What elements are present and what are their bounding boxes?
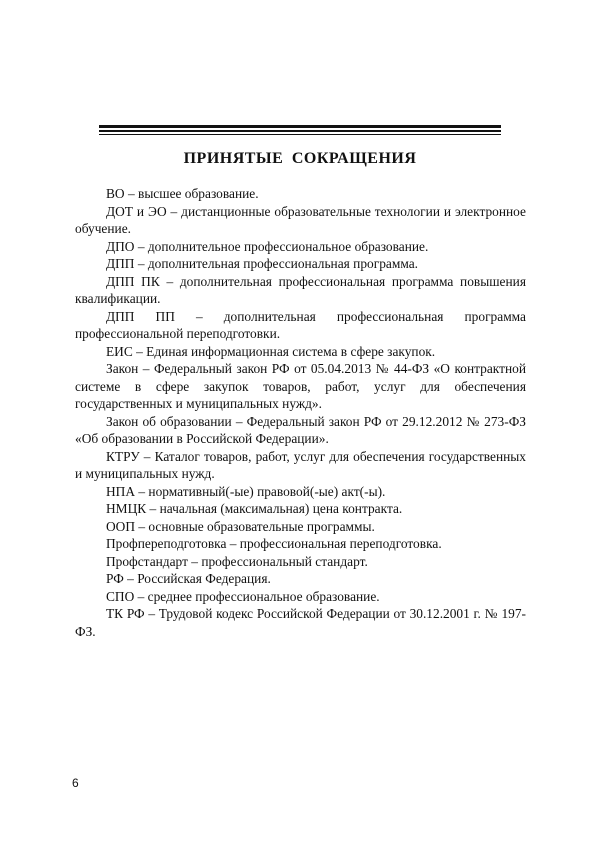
list-item: ТК РФ – Трудовой кодекс Российской Федерации от 30.12.2001 г. № 197-ФЗ. [75,606,526,639]
list-item: Закон об образовании – Федеральный закон РФ от 29.12.2012 № 273-ФЗ «Об образовании в Российской Федерации». [75,413,526,446]
header-rule-thick [99,125,501,128]
list-item: НМЦК – начальная (максимальная) цена контракта. [106,501,403,516]
list-item: Закон – Федеральный закон РФ от 05.04.2013 № 44-ФЗ «О контрактной системе в сфере закупок товаров, работ, услуг для обеспечения государственных и муниципальных нужд». [75,361,526,411]
list-item: РФ – Российская Федерация. [106,571,271,586]
list-item: ВО – высшее образование. [106,186,259,201]
list-item: ДПО – дополнительное профессиональное образование. [106,238,429,254]
list-item: КТРУ – Каталог товаров, работ, услуг для обеспечения государственных и муниципальных нужд. [75,448,526,481]
list-item: СПО – среднее профессиональное образование. [106,588,380,604]
list-item: ЕИС – Единая информационная система в сфере закупок. [106,343,436,359]
page-number: 6 [72,776,79,790]
list-item: ООП – основные образовательные программы. [106,518,375,534]
list-item: ДПП – дополнительная профессиональная программа. [106,256,418,271]
abbreviations-list [75,185,526,640]
list-item: ДОТ и ЭО – дистанционные образовательные технологии и электронное обучение. [75,203,526,236]
list-item: ДПП ПП – дополнительная профессиональная программа профессиональной переподготовки. [75,308,526,341]
list-item: Профпереподготовка – профессиональная переподготовка. [106,536,442,551]
page-title: ПРИНЯТЫЕ СОКРАЩЕНИЯ [183,150,417,167]
list-item: Профстандарт – профессиональный стандарт. [106,553,368,569]
header-rule-thin [99,134,501,135]
list-item: ДПП ПК – дополнительная профессиональная программа повышения квалификации. [75,273,526,306]
header-rule-medium [99,130,501,132]
list-item: НПА – нормативный(-ые) правовой(-ые) акт(-ы). [106,483,386,499]
